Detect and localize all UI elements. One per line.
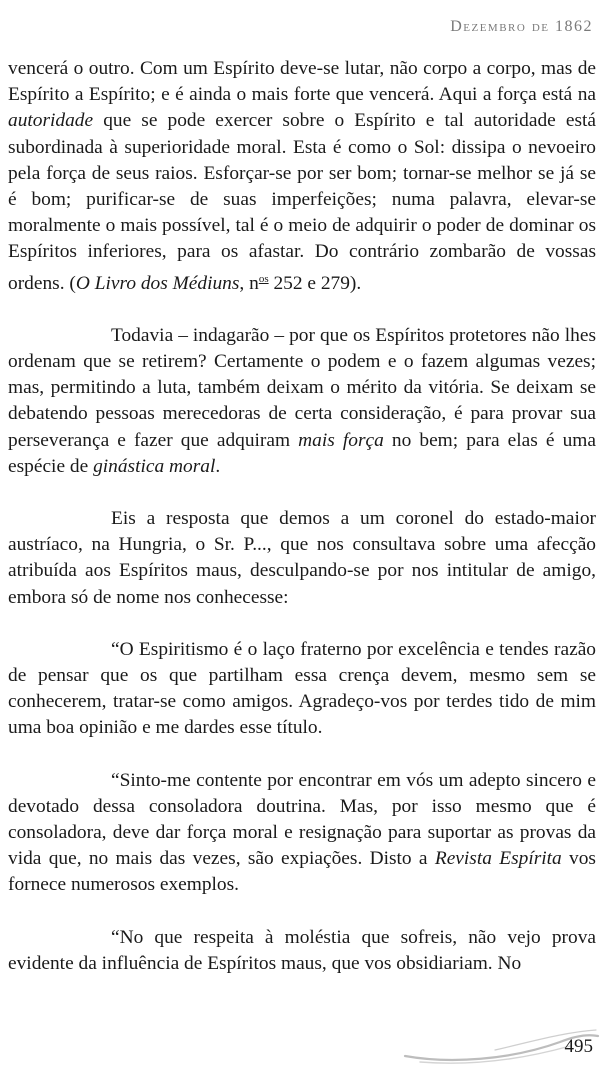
paragraph-2 (8, 323, 596, 480)
book-title-livro-dos-mediuns: O Livro dos Médiuns (75, 272, 240, 294)
paragraph-2-emphasis-mais-forca: mais força (298, 429, 384, 451)
paragraph-2-text-a: Todavia – indagarão – por que os Espíritos protetores não lhes ordenam que se retirem? Certamente o podem e o fazem algumas vezes; mas, permitindo a luta, também deixam o mérito da vitória. Se deixam se debatendo pessoas merecedoras de certa consideração, é para provar sua perseverança e fazer que adquiram (8, 324, 596, 451)
page-body (8, 56, 596, 977)
paragraph-5-text-c: vos fornece numerosos exemplos. (8, 848, 596, 896)
paragraph-1-emphasis-autoridade: autoridade (8, 110, 94, 132)
paragraph-3: Eis a resposta que demos a um coronel do estado-maior austríaco, na Hungria, o Sr. P..., que nos consultava sobre uma afecção atribuída aos Espíritos maus, desculpando-se por nos intitular de amigo, embora só de nome nos conhecesse: (8, 508, 596, 608)
paragraph-1-text-e: , n (239, 272, 259, 294)
paragraph-1-text-a: vencerá o outro. Com um Espírito deve-se lutar, não corpo a corpo, mas de Espírito a Espírito; e é ainda o mais forte que vencerá. Aqui a força está na (8, 58, 596, 106)
paragraph-1 (8, 56, 596, 297)
paragraph-4: “O Espiritismo é o laço fraterno por excelência e tendes razão de pensar que os que partilham essa crença devem, mesmo sem se conhecerem, tratar-se como amigos. Agradeço-vos por terdes tido de mim uma boa opinião e me dardes esse título. (8, 638, 596, 739)
paragraph-2-emphasis-ginastica-moral: ginástica moral (93, 455, 216, 477)
paragraph-5 (8, 768, 596, 899)
page-number: 495 (564, 1036, 593, 1057)
running-head: Dezembro de 1862 (450, 18, 593, 35)
journal-title-revista-espirita: Revista Espírita (434, 848, 562, 870)
paragraph-2-text-e: . (215, 455, 221, 477)
paragraph-6: “No que respeita à moléstia que sofreis, não vejo prova evidente da influência de Espíritos maus, que vos obsidiariam. No (8, 926, 596, 974)
paragraph-2-text-c: no bem; para elas é uma espécie de (8, 429, 596, 477)
paragraph-1-text-c: que se pode exercer sobre o Espírito e tal autoridade está subordinada à superioridade moral. Esta é como o Sol: dissipa o nevoeiro pela força de seus raios. Esforçar-se por ser bom; tornar-se melhor se já se é bom; purificar-se de suas imperfeições; numa palavra, elevar-se moralmente o mais possível, tal é o meio de adquirir o poder de dominar os Espíritos inferiores, para os afastar. Do contrário zombarão de vossas ordens. ( (8, 110, 596, 294)
paragraph-1-text-g: 252 e 279). (268, 272, 362, 294)
paragraph-5-text-a: “Sinto-me contente por encontrar em vós um adepto sincero e devotado dessa consoladora doutrina. Mas, por isso mesmo que é consoladora, deve dar força moral e resignação para suportar as provas da vida que, no mais das vezes, são expiações. Disto a (8, 769, 596, 870)
numero-abbreviation-superscript: os (258, 272, 269, 285)
